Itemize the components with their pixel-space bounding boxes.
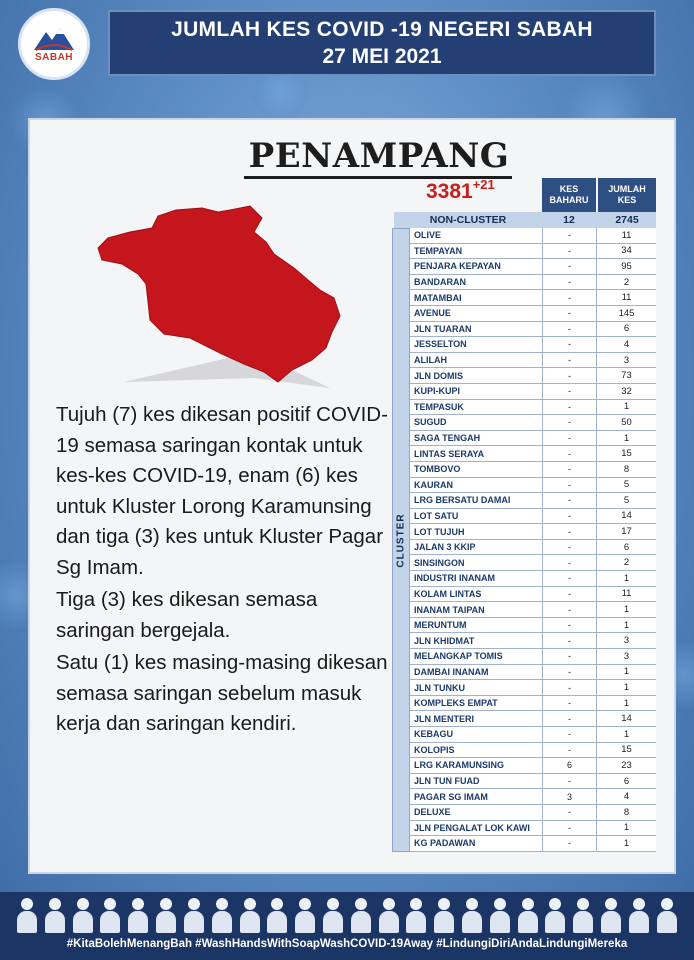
cluster-jumlah: 1 — [596, 821, 656, 836]
cluster-jumlah: 1 — [596, 571, 656, 586]
cluster-baharu: - — [542, 290, 596, 305]
header-banner — [108, 10, 656, 76]
cluster-name: TEMPAYAN — [414, 245, 463, 256]
table-row — [410, 446, 656, 462]
cluster-name: PAGAR SG IMAM — [414, 791, 488, 802]
cluster-name: ALILAH — [414, 355, 447, 366]
cluster-baharu: - — [542, 493, 596, 508]
cluster-name: JLN DOMIS — [414, 370, 464, 381]
cluster-jumlah: 3 — [596, 353, 656, 368]
footer-banner — [0, 892, 694, 960]
person-icon — [72, 896, 94, 934]
cluster-baharu: - — [542, 555, 596, 570]
cluster-baharu: - — [542, 696, 596, 711]
person-icon — [489, 896, 511, 934]
non-cluster-label: NON-CLUSTER — [429, 214, 507, 226]
table-row — [410, 259, 656, 275]
cluster-name: LOT TUJUH — [414, 526, 465, 537]
cluster-name: JALAN 3 KKIP — [414, 542, 476, 553]
cluster-name: LOT SATU — [414, 510, 459, 521]
cluster-name: JLN PENGALAT LOK KAWI — [414, 822, 530, 833]
person-icon — [628, 896, 650, 934]
district-name: PENAMPANG — [248, 136, 510, 176]
cluster-baharu: - — [542, 633, 596, 648]
table-row — [410, 493, 656, 509]
cluster-name: INDUSTRI INANAM — [414, 573, 495, 584]
cluster-jumlah: 23 — [596, 758, 656, 773]
person-icon — [99, 896, 121, 934]
table-row — [410, 680, 656, 696]
cluster-name: SAGA TENGAH — [414, 433, 481, 444]
cluster-baharu: 6 — [542, 758, 596, 773]
column-header-kes-baharu: KES BAHARU — [542, 178, 596, 212]
person-icon — [656, 896, 678, 934]
cluster-baharu: - — [542, 587, 596, 602]
cluster-jumlah: 73 — [596, 368, 656, 383]
cluster-baharu: - — [542, 368, 596, 383]
table-row — [410, 633, 656, 649]
cluster-name: KAURAN — [414, 479, 453, 490]
person-icon — [600, 896, 622, 934]
district-card — [28, 118, 676, 874]
person-icon — [266, 896, 288, 934]
cluster-baharu: - — [542, 602, 596, 617]
cluster-baharu: - — [542, 353, 596, 368]
person-icon — [211, 896, 233, 934]
table-row — [410, 743, 656, 759]
cluster-name: SUGUD — [414, 417, 447, 428]
cluster-jumlah: 32 — [596, 384, 656, 399]
cluster-jumlah: 95 — [596, 259, 656, 274]
cluster-baharu: - — [542, 805, 596, 820]
cluster-baharu: - — [542, 415, 596, 430]
cluster-name: TEMPASUK — [414, 401, 464, 412]
person-icon — [239, 896, 261, 934]
cluster-jumlah: 4 — [596, 337, 656, 352]
cluster-jumlah: 15 — [596, 743, 656, 758]
non-cluster-jumlah: 2745 — [615, 214, 639, 226]
cluster-jumlah: 2 — [596, 275, 656, 290]
cluster-jumlah: 15 — [596, 446, 656, 461]
table-row — [410, 478, 656, 494]
cluster-name: KUPI-KUPI — [414, 386, 461, 397]
cluster-baharu: - — [542, 743, 596, 758]
table-row — [410, 524, 656, 540]
person-icon — [127, 896, 149, 934]
cluster-jumlah: 8 — [596, 462, 656, 477]
table-row — [410, 774, 656, 790]
cluster-name: DELUXE — [414, 807, 451, 818]
district-total — [426, 177, 495, 204]
cluster-jumlah: 1 — [596, 400, 656, 415]
table-row — [410, 322, 656, 338]
cluster-name: MERUNTUM — [414, 620, 467, 631]
cluster-name: JLN MENTERI — [414, 713, 475, 724]
cluster-name: KG PADAWAN — [414, 838, 476, 849]
cluster-jumlah: 6 — [596, 322, 656, 337]
cluster-jumlah: 5 — [596, 493, 656, 508]
person-icon — [433, 896, 455, 934]
cluster-jumlah: 3 — [596, 633, 656, 648]
cluster-jumlah: 17 — [596, 524, 656, 539]
table-row — [410, 275, 656, 291]
table-row — [410, 368, 656, 384]
cluster-name: JLN TUARAN — [414, 323, 472, 334]
cluster-baharu: - — [542, 259, 596, 274]
cluster-name: JLN TUN FUAD — [414, 776, 480, 787]
cluster-jumlah: 1 — [596, 618, 656, 633]
table-row — [410, 431, 656, 447]
cluster-jumlah: 2 — [596, 555, 656, 570]
cluster-jumlah: 1 — [596, 836, 656, 851]
cluster-jumlah: 11 — [596, 587, 656, 602]
cluster-jumlah: 11 — [596, 228, 656, 243]
cluster-baharu: - — [542, 275, 596, 290]
cluster-baharu: - — [542, 509, 596, 524]
cluster-jumlah: 1 — [596, 696, 656, 711]
sabah-logo — [18, 8, 90, 80]
table-row — [410, 727, 656, 743]
cluster-baharu: - — [542, 400, 596, 415]
cluster-jumlah: 4 — [596, 789, 656, 804]
table-row — [410, 618, 656, 634]
person-icon — [572, 896, 594, 934]
cluster-baharu: - — [542, 446, 596, 461]
case-description — [56, 400, 396, 740]
cluster-baharu: - — [542, 228, 596, 243]
description-paragraph: Satu (1) kes masing-masing dikesan semasa saringan sebelum masuk kerja dan saringan kendiri. — [56, 651, 388, 735]
logo-text: SABAH — [34, 51, 74, 63]
cluster-jumlah: 1 — [596, 727, 656, 742]
non-cluster-baharu: 12 — [563, 214, 575, 226]
cluster-baharu: - — [542, 711, 596, 726]
header-date: 27 MEI 2021 — [322, 44, 442, 68]
table-row — [410, 337, 656, 353]
cluster-name: LRG KARAMUNSING — [414, 760, 504, 771]
cluster-name: JESSELTON — [414, 339, 467, 350]
cluster-baharu: - — [542, 836, 596, 851]
cluster-baharu: 3 — [542, 789, 596, 804]
table-row — [410, 306, 656, 322]
table-row — [410, 649, 656, 665]
cluster-jumlah: 8 — [596, 805, 656, 820]
person-icon — [461, 896, 483, 934]
cluster-jumlah: 14 — [596, 711, 656, 726]
person-icon — [517, 896, 539, 934]
cluster-baharu: - — [542, 821, 596, 836]
table-row — [410, 509, 656, 525]
cluster-baharu: - — [542, 649, 596, 664]
person-icon — [405, 896, 427, 934]
cluster-jumlah: 6 — [596, 774, 656, 789]
total-new: +21 — [472, 177, 495, 192]
cluster-baharu: - — [542, 774, 596, 789]
description-paragraph: Tujuh (7) kes dikesan positif COVID-19 semasa saringan kontak untuk kes-kes COVID-19, enam (6) kes untuk Kluster Lorong Karamunsing dan tiga (3) kes untuk Kluster Pagar Sg Imam. — [56, 403, 388, 579]
table-row — [410, 555, 656, 571]
cluster-name: BANDARAN — [414, 277, 466, 288]
cluster-name: JLN KHIDMAT — [414, 635, 475, 646]
cluster-table — [410, 228, 656, 852]
table-row — [410, 462, 656, 478]
people-icons — [16, 896, 678, 936]
person-icon — [16, 896, 38, 934]
table-row — [410, 758, 656, 774]
cluster-jumlah: 1 — [596, 431, 656, 446]
cluster-baharu: - — [542, 524, 596, 539]
person-icon — [294, 896, 316, 934]
cluster-name: MELANGKAP TOMIS — [414, 651, 503, 662]
table-row — [410, 244, 656, 260]
cluster-jumlah: 145 — [596, 306, 656, 321]
cluster-baharu: - — [542, 478, 596, 493]
cluster-label: CLUSTER — [395, 512, 407, 568]
person-icon — [44, 896, 66, 934]
cluster-name: LINTAS SERAYA — [414, 448, 485, 459]
cluster-baharu: - — [542, 540, 596, 555]
cluster-name: SINSINGON — [414, 557, 465, 568]
cluster-baharu: - — [542, 462, 596, 477]
cluster-baharu: - — [542, 571, 596, 586]
total-value: 3381 — [426, 180, 473, 203]
map-shape — [98, 206, 340, 382]
cluster-name: KOLAM LINTAS — [414, 588, 482, 599]
cluster-baharu: - — [542, 337, 596, 352]
cluster-jumlah: 14 — [596, 509, 656, 524]
table-row — [410, 228, 656, 244]
cluster-side-label — [392, 228, 410, 852]
cluster-name: KOLOPIS — [414, 744, 455, 755]
table-row — [410, 696, 656, 712]
person-icon — [378, 896, 400, 934]
table-row — [410, 353, 656, 369]
cluster-name: PENJARA KEPAYAN — [414, 261, 501, 272]
cluster-baharu: - — [542, 306, 596, 321]
cluster-jumlah: 1 — [596, 602, 656, 617]
footer-hashtags: #KitaBolehMenangBah #WashHandsWithSoapWashCOVID-19Away #LindungiDiriAndaLindungiMereka — [66, 938, 628, 950]
cluster-jumlah: 1 — [596, 665, 656, 680]
table-row — [410, 384, 656, 400]
penampang-map-icon — [94, 202, 344, 392]
table-row — [410, 805, 656, 821]
logo-mountain-icon — [32, 26, 76, 52]
header-title: JUMLAH KES COVID -19 NEGERI SABAH — [171, 17, 593, 41]
cluster-jumlah: 5 — [596, 478, 656, 493]
person-icon — [155, 896, 177, 934]
cluster-baharu: - — [542, 384, 596, 399]
district-underline — [244, 176, 512, 179]
cluster-baharu: - — [542, 431, 596, 446]
table-row — [410, 836, 656, 852]
cluster-name: TOMBOVO — [414, 464, 461, 475]
cluster-jumlah: 34 — [596, 244, 656, 259]
person-icon — [322, 896, 344, 934]
cluster-jumlah: 6 — [596, 540, 656, 555]
cluster-baharu: - — [542, 322, 596, 337]
cluster-baharu: - — [542, 244, 596, 259]
cluster-baharu: - — [542, 618, 596, 633]
table-row — [410, 602, 656, 618]
table-row — [410, 540, 656, 556]
cluster-baharu: - — [542, 727, 596, 742]
table-row — [410, 711, 656, 727]
table-row — [410, 415, 656, 431]
cluster-jumlah: 3 — [596, 649, 656, 664]
cluster-name: KEBAGU — [414, 729, 454, 740]
cluster-jumlah: 1 — [596, 680, 656, 695]
person-icon — [544, 896, 566, 934]
cluster-name: KOMPLEKS EMPAT — [414, 698, 498, 709]
table-row — [410, 821, 656, 837]
cluster-baharu: - — [542, 665, 596, 680]
cluster-name: OLIVE — [414, 230, 442, 241]
cluster-name: INANAM TAIPAN — [414, 604, 485, 615]
description-paragraph: Tiga (3) kes dikesan semasa saringan bergejala. — [56, 588, 318, 642]
cluster-baharu: - — [542, 680, 596, 695]
non-cluster-row — [394, 212, 656, 228]
column-header-jumlah-kes: JUMLAH KES — [598, 178, 656, 212]
cluster-name: DAMBAI INANAM — [414, 666, 489, 677]
table-row — [410, 290, 656, 306]
cluster-name: AVENUE — [414, 308, 451, 319]
cluster-jumlah: 50 — [596, 415, 656, 430]
person-icon — [350, 896, 372, 934]
cluster-name: LRG BERSATU DAMAI — [414, 495, 511, 506]
table-row — [410, 400, 656, 416]
cluster-name: JLN TUNKU — [414, 682, 465, 693]
cluster-name: MATAMBAI — [414, 292, 462, 303]
cluster-jumlah: 11 — [596, 290, 656, 305]
person-icon — [183, 896, 205, 934]
table-row — [410, 571, 656, 587]
table-row — [410, 587, 656, 603]
table-row — [410, 789, 656, 805]
table-row — [410, 665, 656, 681]
